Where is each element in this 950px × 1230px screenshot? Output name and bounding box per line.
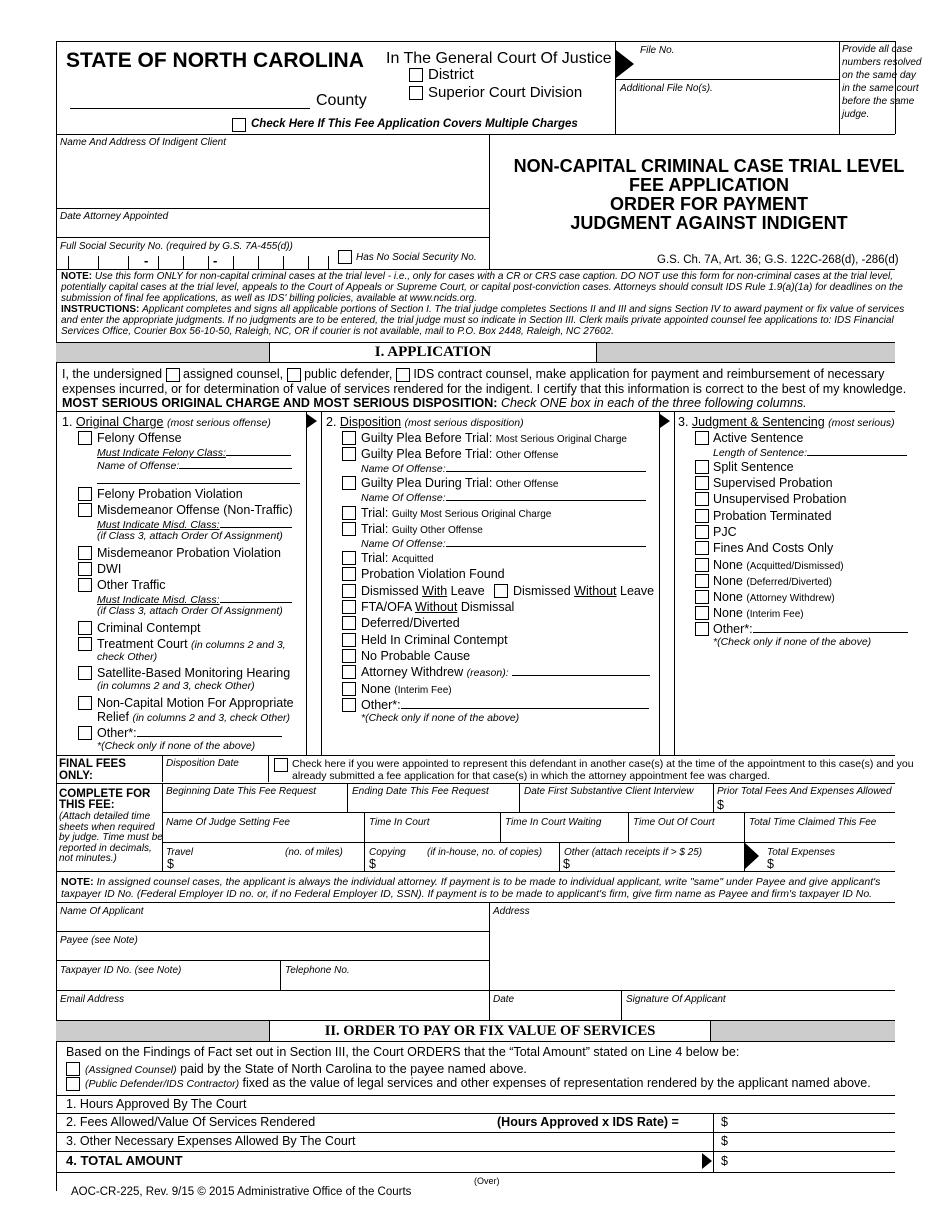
address-label: Address xyxy=(493,906,530,917)
col2-other-checkbox[interactable] xyxy=(342,698,356,712)
unsupervised-label: Unsupervised Probation xyxy=(713,492,847,506)
col2-name-offense-field-2[interactable] xyxy=(446,490,646,501)
most-serious-bold: MOST SERIOUS ORIGINAL CHARGE AND MOST SERIOUS DISPOSITION: xyxy=(62,396,498,410)
no-ssn-checkbox[interactable] xyxy=(338,250,352,264)
based-on-text: Based on the Findings of Fact set out in Section III, the Court ORDERS that the “Total Amount” stated on Line 4 below be: xyxy=(66,1045,740,1059)
gp-before-other-sub: Other Offense xyxy=(495,450,559,461)
relief-line xyxy=(97,710,290,725)
complete-l1: COMPLETE FOR xyxy=(59,788,151,800)
none-withdrew-checkbox[interactable] xyxy=(695,590,709,604)
dismissed-with-line xyxy=(361,584,485,598)
section-1-title: I. APPLICATION xyxy=(269,342,597,363)
final-fees-l2: ONLY: xyxy=(59,770,93,782)
gp-before-other-label: Guilty Plea Before Trial: xyxy=(361,447,493,461)
col2-name-offense-field-1[interactable] xyxy=(446,461,646,472)
fta-c: Dismissal xyxy=(460,600,515,614)
noncapital-motion-label: Non-Capital Motion For Appropriate xyxy=(97,696,294,710)
applicant-name-label: Name Of Applicant xyxy=(60,906,144,917)
undersigned-text: I, the undersigned xyxy=(62,367,163,381)
trial-acquitted-line xyxy=(361,551,434,567)
dismissed-with-c: Leave xyxy=(450,584,485,598)
order-option-2 xyxy=(85,1076,871,1092)
pjc-label: PJC xyxy=(713,525,737,539)
felony-offense-label: Felony Offense xyxy=(97,431,182,445)
col1-check-only: *(Check only if none of the above) xyxy=(97,740,256,752)
class3-note: (if Class 3, attach Order Of Assignment) xyxy=(97,530,283,542)
no-probable-cause-label: No Probable Cause xyxy=(361,649,471,663)
dismissed-with-a: Dismissed xyxy=(361,584,419,598)
trial-serious-line xyxy=(361,506,551,522)
sbm-label: Satellite-Based Monitoring Hearing xyxy=(97,666,291,680)
sbm-checkbox[interactable] xyxy=(78,666,92,680)
dismissed-with-checkbox[interactable] xyxy=(342,584,356,598)
additional-file-label: Additional File No(s). xyxy=(620,83,713,94)
col3-head: Judgment & Sentencing xyxy=(691,415,825,429)
application-statement xyxy=(62,367,922,397)
complete-l2: THIS FEE: xyxy=(59,799,115,811)
col3-header xyxy=(678,415,895,430)
most-serious-italic: Check ONE box in each of the three following columns. xyxy=(500,396,807,410)
misd-class-field[interactable] xyxy=(220,517,292,528)
ssn-dash-2: - xyxy=(213,253,218,268)
payee-label: Payee (see Note) xyxy=(60,935,138,946)
dismissed-without-b: Without xyxy=(574,584,617,598)
trial-other-label: Trial: xyxy=(361,522,389,536)
col2-none-sub: (Interim Fee) xyxy=(394,685,452,696)
trial-other-sub: Guilty Other Offense xyxy=(391,525,483,536)
none-deferred-checkbox[interactable] xyxy=(695,574,709,588)
col1-other-checkbox[interactable] xyxy=(78,726,92,740)
state-title: STATE OF NORTH CAROLINA xyxy=(66,49,364,72)
dismissed-without-line xyxy=(513,584,654,598)
supervised-label: Supervised Probation xyxy=(713,476,833,490)
name-offense-field-1[interactable] xyxy=(179,458,292,469)
gp-before-serious-checkbox[interactable] xyxy=(342,431,356,445)
col2-other-line xyxy=(361,698,649,712)
total-time-label: Total Time Claimed This Fee xyxy=(749,817,877,828)
col2-other-field[interactable] xyxy=(401,698,649,709)
must-misd-line xyxy=(97,517,292,531)
none-interim-checkbox[interactable] xyxy=(695,606,709,620)
fta-line xyxy=(361,600,514,614)
attorney-withdrew-checkbox[interactable] xyxy=(342,665,356,679)
fta-a: FTA/OFA xyxy=(361,600,412,614)
none-deferred-line xyxy=(713,574,832,590)
date-appointed-label: Date Attorney Appointed xyxy=(60,211,169,222)
title-line-3: ORDER FOR PAYMENT xyxy=(609,194,809,214)
section-2-title xyxy=(269,1020,711,1042)
note-2-bold: NOTE: xyxy=(61,876,94,888)
travel-dollar: $ xyxy=(167,857,174,871)
copying-label: Copying xyxy=(369,847,406,858)
col3-head-italic: (most serious) xyxy=(828,417,895,429)
email-label: Email Address xyxy=(60,994,125,1005)
terminated-label: Probation Terminated xyxy=(713,509,832,523)
judge-label: Name Of Judge Setting Fee xyxy=(166,817,290,828)
ssn-boxes[interactable] xyxy=(58,252,328,269)
must-felony-line xyxy=(97,445,291,459)
line-3-dollar: $ xyxy=(721,1134,728,1148)
other-expense-label: Other (attach receipts if > $ 25) xyxy=(564,847,703,858)
ssn-dash-1: - xyxy=(144,253,149,268)
treatment-court-checkbox[interactable] xyxy=(78,637,92,651)
sbm-italic: (in columns 2 and 3, check Other) xyxy=(97,680,255,692)
section-2-title-text: II. ORDER TO PAY OR FIX VALUE OF SERVICES xyxy=(324,1023,656,1039)
col2-name-offense-label-2: Name Of Offense: xyxy=(361,492,446,504)
time-out-label: Time Out Of Court xyxy=(633,817,715,828)
district-checkbox[interactable] xyxy=(409,68,423,82)
none-interim-label: None xyxy=(713,606,743,620)
superior-label: Superior Court Division xyxy=(428,84,583,101)
trial-serious-label: Trial: xyxy=(361,506,389,520)
multiple-charges-label: Check Here If This Fee Application Covers Multiple Charges xyxy=(251,118,578,130)
deferred-label: Deferred/Diverted xyxy=(361,616,460,630)
district-label: District xyxy=(428,66,474,83)
instructions-text: Applicant completes and signs all applicable portions of Section I. The trial judge completes Sections II and III and signs Section IV to award payment or fix value of services and enter the appropriate judgments. If no judgments are to be entered, the trial judge must so indicate in Section III. Clerk mails private appointed counsel fee applications to: IDS Financial Services Office, Courier Box 56-10-50, Raleigh, NC, OR if courier is not available, mail to P.O. Box 2448, Raleigh, NC 27602. xyxy=(61,304,905,337)
line-2-dollar: $ xyxy=(721,1115,728,1129)
gp-during-label: Guilty Plea During Trial: xyxy=(361,476,493,490)
gp-before-serious-sub: Most Serious Original Charge xyxy=(495,434,627,445)
length-field[interactable] xyxy=(807,445,907,456)
col2-other-label: Other*: xyxy=(361,698,401,712)
none-deferred-label: None xyxy=(713,574,743,588)
none-acquitted-label: None xyxy=(713,558,743,572)
none-acquitted-checkbox[interactable] xyxy=(695,558,709,572)
total-expenses-dollar: $ xyxy=(767,857,774,871)
attorney-withdrew-field[interactable] xyxy=(512,665,650,676)
trial-acquitted-sub: Acquitted xyxy=(391,554,434,565)
deferred-checkbox[interactable] xyxy=(342,616,356,630)
dismissed-without-a: Dismissed xyxy=(513,584,571,598)
treatment-court-italic: (in columns 2 and 3, xyxy=(191,639,286,651)
file-no-label: File No. xyxy=(640,45,675,56)
length-line xyxy=(713,445,907,459)
col1-other-label: Other*: xyxy=(97,726,137,740)
none-withdrew-sub: (Attorney Withdrew) xyxy=(746,593,835,604)
length-label: Length of Sentence: xyxy=(713,447,807,459)
gp-during-checkbox[interactable] xyxy=(342,476,356,490)
instructions xyxy=(61,305,921,337)
col2-name-offense-3 xyxy=(361,536,646,550)
misdemeanor-label: Misdemeanor Offense (Non-Traffic) xyxy=(97,503,293,517)
line-4-dollar: $ xyxy=(721,1154,728,1168)
prior-total-label: Prior Total Fees And Expenses Allowed xyxy=(717,786,892,797)
final-fees-label xyxy=(59,758,126,782)
order-option-2-italic: (Public Defender/IDS Contractor) xyxy=(85,1078,240,1090)
split-sentence-label: Split Sentence xyxy=(713,460,794,474)
telephone-label: Telephone No. xyxy=(285,965,350,976)
end-date-label: Ending Date This Fee Request xyxy=(352,786,489,797)
class3-note-2: (if Class 3, attach Order Of Assignment) xyxy=(97,605,283,617)
note-2-text: In assigned counsel cases, the applicant is always the individual attorney. If payment is to be made to individual applicant, write "same" under Payee and give applicant's taxpayer ID No. (Federal Employer ID no. or, if no Federal Employer ID, SSN). If payment is to be made to applicant's firm, give firm name as Payee and firm's taxpayer ID No. xyxy=(61,876,881,900)
side-note: Provide all case numbers resolved on the same day in the same court before the same judge. xyxy=(842,44,922,120)
instructions-bold: INSTRUCTIONS: xyxy=(61,304,140,315)
assigned-counsel-checkbox[interactable] xyxy=(166,368,180,382)
active-sentence-label: Active Sentence xyxy=(713,431,804,445)
begin-date-label: Beginning Date This Fee Request xyxy=(166,786,317,797)
public-defender-checkbox[interactable] xyxy=(287,368,301,382)
pvf-checkbox[interactable] xyxy=(342,567,356,581)
other-traffic-label: Other Traffic xyxy=(97,578,166,592)
relief-label: Relief xyxy=(97,710,129,724)
fines-checkbox[interactable] xyxy=(695,541,709,555)
col3-other-checkbox[interactable] xyxy=(695,622,709,636)
pjc-checkbox[interactable] xyxy=(695,525,709,539)
criminal-contempt-checkbox[interactable] xyxy=(78,621,92,635)
name-offense-label-1: Name of Offense: xyxy=(97,460,180,472)
col3-arrow-icon xyxy=(660,414,670,428)
most-serious-line xyxy=(62,396,807,411)
line-4-label: 4. TOTAL AMOUNT xyxy=(66,1153,183,1168)
fta-b: Without xyxy=(414,600,458,614)
must-misd-label: Must Indicate Misd. Class: xyxy=(97,519,220,531)
no-ssn-label: Has No Social Security No. xyxy=(356,252,477,263)
multiple-charges-checkbox[interactable] xyxy=(232,118,246,132)
col1-other-line xyxy=(97,726,282,740)
total-expense-arrow-icon xyxy=(745,843,759,869)
date-label: Date xyxy=(493,994,515,1005)
trial-serious-checkbox[interactable] xyxy=(342,506,356,520)
col2-none-checkbox[interactable] xyxy=(342,682,356,696)
attorney-withdrew-line xyxy=(361,665,650,680)
relief-italic: (in columns 2 and 3, check Other) xyxy=(132,712,291,724)
trial-acquitted-label: Trial: xyxy=(361,551,389,565)
note-1-bold: NOTE: xyxy=(61,271,93,282)
col1-num: 1. xyxy=(62,415,73,429)
name-offense-line-1 xyxy=(97,458,292,472)
misd-probation-label: Misdemeanor Probation Violation xyxy=(97,546,281,560)
col3-other-line xyxy=(713,622,908,636)
none-acquitted-sub: (Acquitted/Dismissed) xyxy=(746,561,844,572)
col2-check-only: *(Check only if none of the above) xyxy=(361,712,520,724)
copying-dollar: $ xyxy=(369,857,376,871)
col1-head-italic: (most serious offense) xyxy=(166,417,271,429)
treatment-court-line xyxy=(97,637,286,652)
criminal-contempt-label: Criminal Contempt xyxy=(97,621,201,635)
line-2-label: 2. Fees Allowed/Value Of Services Rendered xyxy=(66,1115,316,1129)
time-waiting-label: Time In Court Waiting xyxy=(505,817,602,828)
trial-acquitted-checkbox[interactable] xyxy=(342,551,356,565)
first-interview-label: Date First Substantive Client Interview xyxy=(524,786,694,797)
felony-offense-checkbox[interactable] xyxy=(78,431,92,445)
held-contempt-checkbox[interactable] xyxy=(342,633,356,647)
statute: G.S. Ch. 7A, Art. 36; G.S. 122C-268(d), -286(d) xyxy=(657,254,899,266)
order-option-1-italic: (Assigned Counsel) xyxy=(85,1064,177,1076)
title-line-1: NON-CAPITAL CRIMINAL CASE TRIAL LEVEL xyxy=(513,156,905,176)
copies-label: (if in-house, no. of copies) xyxy=(427,847,543,858)
gp-before-serious-label: Guilty Plea Before Trial: xyxy=(361,431,493,445)
assigned-counsel-order-checkbox[interactable] xyxy=(66,1062,80,1076)
miles-label: (no. of miles) xyxy=(285,847,343,858)
col3-other-field[interactable] xyxy=(753,622,908,633)
ids-contract-label: IDS contract counsel, xyxy=(413,367,533,381)
col2-header xyxy=(326,415,524,430)
col2-head: Disposition xyxy=(339,415,402,429)
other-traffic-checkbox[interactable] xyxy=(78,578,92,592)
split-sentence-checkbox[interactable] xyxy=(695,460,709,474)
dwi-checkbox[interactable] xyxy=(78,562,92,576)
title-line-4: JUDGMENT AGAINST INDIGENT xyxy=(570,213,848,233)
public-defender-label: public defender, xyxy=(304,367,393,381)
gp-before-other-checkbox[interactable] xyxy=(342,447,356,461)
felony-probation-checkbox[interactable] xyxy=(78,487,92,501)
attorney-withdrew-label: Attorney Withdrew xyxy=(361,665,464,679)
gp-during-sub: Other Offense xyxy=(495,479,559,490)
misd-class-field-2[interactable] xyxy=(220,592,292,603)
total-arrow-icon xyxy=(702,1153,712,1169)
felony-probation-label: Felony Probation Violation xyxy=(97,487,243,501)
terminated-checkbox[interactable] xyxy=(695,509,709,523)
col3-check-only: *(Check only if none of the above) xyxy=(713,636,872,648)
ssn-label: Full Social Security No. (required by G.S. 7A-455(d)) xyxy=(60,241,293,252)
certification-text: make application for payment and reimbursement of necessary expenses incurred, or for determination of value of services rendered for the indigent. I certify that this information is correct to the best of my knowledge. xyxy=(62,367,907,396)
none-deferred-sub: (Deferred/Diverted) xyxy=(746,577,832,588)
col2-arrow-icon xyxy=(307,414,317,428)
ids-contract-checkbox[interactable] xyxy=(396,368,410,382)
none-withdrew-line xyxy=(713,590,835,606)
note-1 xyxy=(61,272,921,304)
col1-header xyxy=(62,415,271,430)
another-case-checkbox[interactable] xyxy=(274,758,288,772)
dismissed-without-checkbox[interactable] xyxy=(494,584,508,598)
dismissed-with-b: With xyxy=(422,584,448,598)
gp-before-serious-line xyxy=(361,431,627,447)
client-name-label: Name And Address Of Indigent Client xyxy=(60,137,227,148)
fta-checkbox[interactable] xyxy=(342,600,356,614)
signature-label: Signature Of Applicant xyxy=(626,994,726,1005)
line-3-label: 3. Other Necessary Expenses Allowed By The Court xyxy=(66,1134,356,1148)
must-felony-label: Must Indicate Felony Class: xyxy=(97,447,226,459)
assigned-counsel-label: assigned counsel, xyxy=(183,367,284,381)
dwi-label: DWI xyxy=(97,562,122,576)
none-withdrew-label: None xyxy=(713,590,743,604)
col2-name-offense-2 xyxy=(361,490,646,504)
line-2-formula: (Hours Approved x IDS Rate) = xyxy=(497,1115,679,1129)
order-option-2-text: fixed as the value of legal services and other expenses of representation rendered by the applicant named above. xyxy=(242,1076,871,1090)
col2-none-label: None xyxy=(361,682,391,696)
col2-head-italic: (most serious disposition) xyxy=(404,417,524,429)
disposition-date-label: Disposition Date xyxy=(166,758,239,769)
felony-class-field[interactable] xyxy=(226,445,291,456)
col2-name-offense-label-3: Name Of Offense: xyxy=(361,538,446,550)
order-option-1-text: paid by the State of North Carolina to the payee named above. xyxy=(180,1062,527,1076)
col2-num: 2. xyxy=(326,415,337,429)
col3-other-label: Other*: xyxy=(713,622,753,636)
another-case-text: Check here if you were appointed to represent this defendant in another case(s) at the time of the appointment to this case(s) and you already submitted a fee application for that case(s) in which the attorney appointment fee was charged. xyxy=(292,758,914,782)
unsupervised-checkbox[interactable] xyxy=(695,492,709,506)
col1-head: Original Charge xyxy=(75,415,164,429)
fines-label: Fines And Costs Only xyxy=(713,541,834,555)
title-line-2: FEE APPLICATION xyxy=(628,175,789,195)
form-title xyxy=(490,157,928,233)
col2-none-line xyxy=(361,682,452,698)
must-misd-label-2: Must Indicate Misd. Class: xyxy=(97,594,220,606)
pvf-label: Probation Violation Found xyxy=(361,567,505,581)
taxpayer-label: Taxpayer ID No. (see Note) xyxy=(60,965,182,976)
col2-name-offense-1 xyxy=(361,461,646,475)
note-2 xyxy=(61,876,921,900)
file-arrow-icon xyxy=(616,50,634,78)
form-number: AOC-CR-225, Rev. 9/15 © 2015 Administrative Office of the Courts xyxy=(71,1186,412,1198)
misdemeanor-checkbox[interactable] xyxy=(78,503,92,517)
court-title: In The General Court Of Justice xyxy=(386,50,612,67)
county-label: County xyxy=(316,92,367,109)
total-expenses-label: Total Expenses xyxy=(767,847,836,858)
final-fees-l1: FINAL FEES xyxy=(59,758,126,770)
pd-order-checkbox[interactable] xyxy=(66,1077,80,1091)
other-expense-dollar: $ xyxy=(563,857,570,871)
held-contempt-label: Held In Criminal Contempt xyxy=(361,633,508,647)
attach-note: (Attach detailed time sheets when required by judge. Time must be reported in decimals, not minutes.) xyxy=(59,811,163,864)
col1-other-field[interactable] xyxy=(137,726,282,737)
time-in-court-label: Time In Court xyxy=(369,817,430,828)
no-probable-cause-checkbox[interactable] xyxy=(342,649,356,663)
line-1-label: 1. Hours Approved By The Court xyxy=(66,1097,247,1111)
none-interim-line xyxy=(713,606,804,622)
dismissed-without-c: Leave xyxy=(620,584,655,598)
supervised-checkbox[interactable] xyxy=(695,476,709,490)
prior-total-dollar: $ xyxy=(717,798,724,812)
col2-name-offense-label-1: Name Of Offense: xyxy=(361,463,446,475)
superior-checkbox[interactable] xyxy=(409,86,423,100)
trial-other-checkbox[interactable] xyxy=(342,522,356,536)
col2-name-offense-field-3[interactable] xyxy=(446,536,646,547)
note-1-text: Use this form ONLY for non-capital criminal cases at the trial level - i.e., only for cases with a CR or CRS case caption. DO NOT use this form for non-criminal cases at the trial level, potentially capital cases at the trial level, appeals to the Court of Appeals or Supreme Court, or capital post-conviction cases. Attorneys should consult IDS Rule 1.9(a)(1a) for deadlines on the submission of final fee applications, as well as IDS' billing policies, available at www.ncids.org. xyxy=(61,271,903,304)
treatment-court-label: Treatment Court xyxy=(97,637,188,651)
complete-label xyxy=(59,789,150,811)
trial-serious-sub: Guilty Most Serious Original Charge xyxy=(391,509,552,520)
active-sentence-checkbox[interactable] xyxy=(695,431,709,445)
attorney-withdrew-italic: (reason): xyxy=(466,667,509,679)
must-misd-line-2 xyxy=(97,592,292,606)
treatment-court-italic-2: check Other) xyxy=(97,651,158,663)
misd-probation-checkbox[interactable] xyxy=(78,546,92,560)
col3-num: 3. xyxy=(678,415,689,429)
travel-label: Travel xyxy=(166,847,194,858)
none-acquitted-line xyxy=(713,558,844,574)
over-label: (Over) xyxy=(474,1176,500,1186)
none-interim-sub: (Interim Fee) xyxy=(746,609,804,620)
noncapital-motion-checkbox[interactable] xyxy=(78,696,92,710)
